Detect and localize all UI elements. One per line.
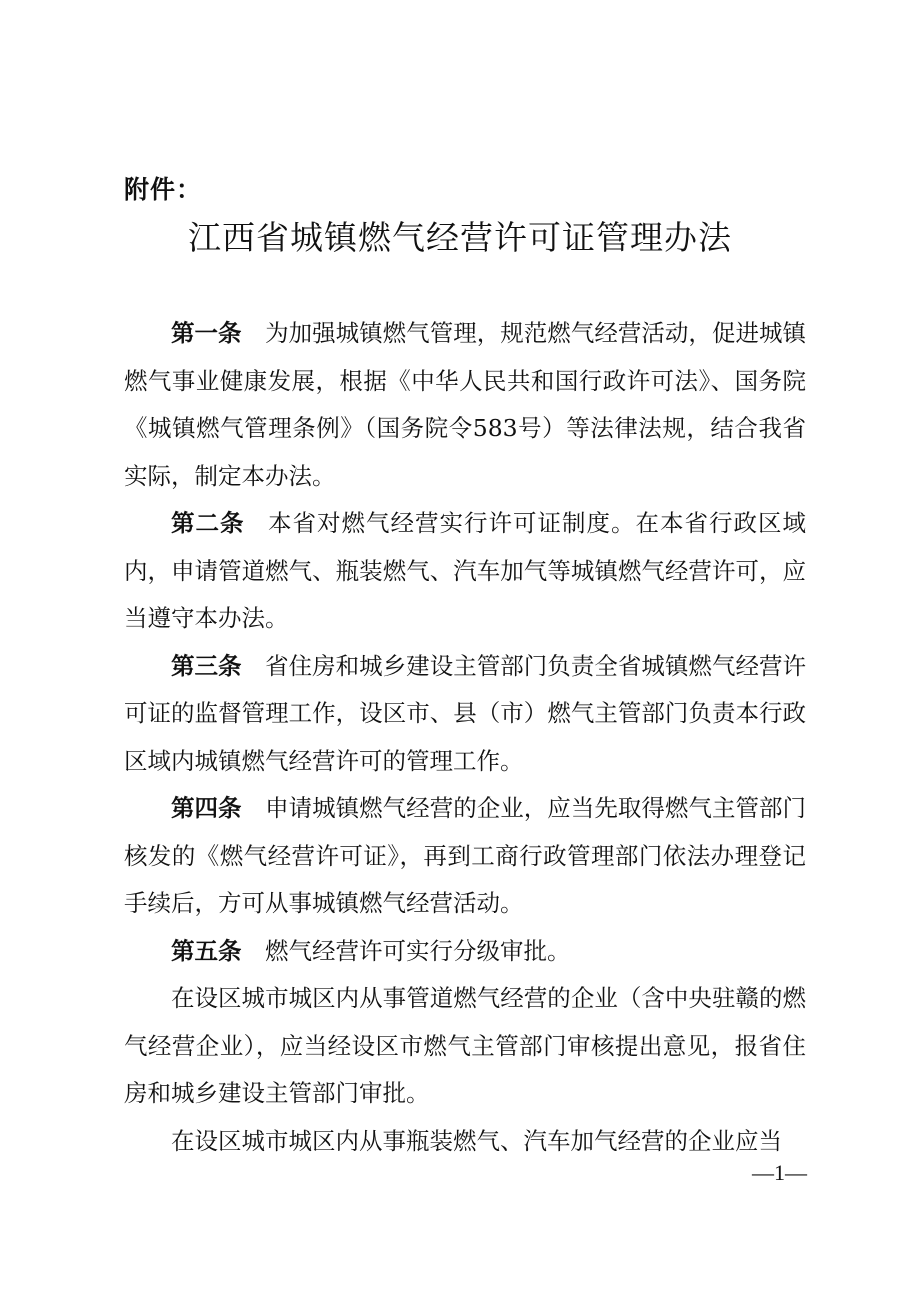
article-text: 本省对燃气经营实行许可证制度。在本省行政区域内，申请管道燃气、瓶装燃气、汽车加气等城镇燃气经营许可，应当遵守本办法。 <box>124 509 806 632</box>
article-number: 第五条 <box>171 936 242 965</box>
document-title: 江西省城镇燃气经营许可证管理办法 <box>188 218 732 257</box>
page-number: —1— <box>752 1160 807 1185</box>
article-1 <box>124 310 806 500</box>
attachment-label: 附件： <box>124 175 203 204</box>
article-number: 第三条 <box>171 651 242 680</box>
article-number: 第四条 <box>171 794 242 822</box>
article-3 <box>124 643 806 786</box>
article-text: 申请城镇燃气经营的企业，应当先取得燃气主管部门核发的《燃气经营许可证》，再到工商行政管理部门依法办理登记手续后，方可从事城镇燃气经营活动。 <box>124 794 807 917</box>
article-number: 第一条 <box>171 319 242 347</box>
body-paragraph: 在设区城市城区内从事瓶装燃气、汽车加气经营的企业应当 <box>171 1126 782 1155</box>
article-number: 第二条 <box>171 509 245 537</box>
article-4 <box>124 785 806 928</box>
article-text: 为加强城镇燃气管理，规范燃气经营活动，促进城镇燃气事业健康发展，根据《中华人民共和国行政许可法》、国务院《城镇燃气管理条例》（国务院令583号）等法律法规，结合我省实际，制定本办法。 <box>124 319 807 490</box>
article-5 <box>124 928 806 976</box>
body-paragraph: 在设区城市城区内从事管道燃气经营的企业（含中央驻赣的燃气经营企业），应当经设区市燃气主管部门审核提出意见，报省住房和城乡建设主管部门审批。 <box>124 984 806 1107</box>
article-text: 燃气经营许可实行分级审批。 <box>265 936 571 965</box>
article-2 <box>124 500 806 643</box>
document-body <box>124 310 806 1165</box>
article-text: 省住房和城乡建设主管部门负责全省城镇燃气经营许可证的监督管理工作，设区市、县（市）燃气主管部门负责本行政区域内城镇燃气经营许可的管理工作。 <box>124 651 807 775</box>
